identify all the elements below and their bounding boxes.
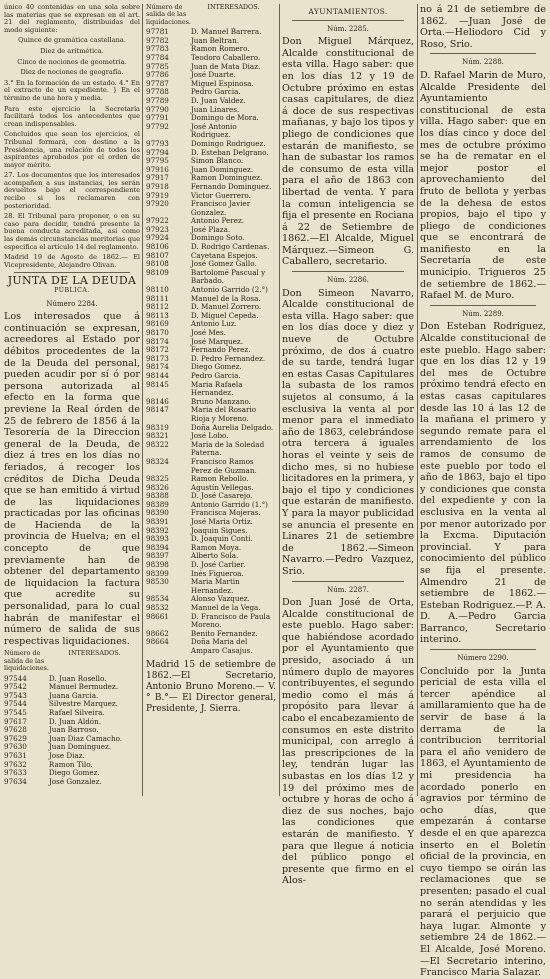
notice-continuation: no á 21 de setiembre de 1862. —Juan José de Orta.—Heliodoro Cid y Roso, Srio. (420, 4, 546, 50)
interested-name: Bartolomé Pascual y Barbado. (190, 267, 266, 286)
interested-name: Maria del Rosario Rioja y Moreno. (190, 405, 257, 423)
liquidation-number: 98173 (146, 353, 169, 363)
liquidation-number: 98319 (146, 422, 169, 432)
interested-name: D. Juan Valdez. (190, 95, 246, 105)
interested-name: Manuel de la Vega. (190, 603, 261, 612)
interested-name: Pedro Garcia. (190, 87, 241, 97)
liquidation-number: 97916 (146, 164, 169, 174)
paragraph: Concluidos que sean los ejercicios, el Tribunal formará, con destino a la Presidencia, una relación de todos los aspirantes aprobados por el orden de mayor mérito. (4, 130, 140, 169)
paragraph: 28. El Tribunal para proponer, o en su caso para decidir, tendrá presente la buena conducta acreditada, así como las demás circunstancias meritorias que especifica el artículo 14 del reglamento. (4, 212, 140, 251)
liquidation-number: 98174 (146, 362, 169, 372)
divider (14, 272, 130, 273)
liquidation-number: 97544 (4, 673, 27, 683)
interested-name: Maria Martin Hernandez. (190, 577, 240, 595)
liquidation-number: 98392 (146, 525, 169, 535)
table-row (146, 578, 276, 595)
liquidation-number: 97795 (146, 156, 169, 166)
liquidation-number: 97791 (146, 113, 169, 123)
header-number: Número de salida de las liquidaciones. (4, 649, 49, 673)
liquidation-number: 97794 (146, 147, 169, 157)
interested-name: José Marquez. (190, 336, 243, 346)
paragraph: único 40 contenidas en una sola sobre las materias que se expresan en el art. 21 del reglamento, distribuidas del modo siguiente: (4, 3, 140, 34)
section-subtitle: PÚBLICA. (54, 287, 90, 294)
paragraph: Para este ejercicio la Secretaría facilitará todos los antecedentes que crean indispensables. (4, 104, 140, 128)
interested-name: Inés Figueroa. (190, 568, 244, 578)
interested-name: Alonso Vazquez. (190, 594, 250, 604)
interested-name: D. Manuel Zorrero. (190, 302, 262, 312)
liquidation-number: 98393 (146, 534, 169, 544)
notice-body: Don Simeon Navarro, Alcalde constitucional de esta villa. Hago saber: que en los días doce y diez y nueve de Octubre próximo, de dos á cuatro de su tarde, tendrá lugar en estas Casas Capitulares la subasta de los ramos sujetos al consumo, á la esclusiva la venta al por menor para el inmediato año de 1863, celebrándose otra tercera á iguales horas el veinte y seis de dicho mes, si no hubiese licitadores en la primera, y bajo el tipo y condiciones que estarán de manifiesto. Y para la mayor publicidad se anuncia el presente en Linares 21 de setiembre de 1862.—Simeon Navarro.—Pedro Vazquez, Srio. (282, 287, 414, 577)
liquidation-number: 97787 (146, 78, 169, 88)
liquidation-number: 97631 (4, 750, 27, 760)
interested-name: D. Francisco de Paula Moreno. (190, 611, 271, 630)
liquidation-number: 97785 (146, 61, 169, 71)
liquidation-number: 97634 (4, 776, 27, 786)
liquidation-number: 98112 (146, 302, 169, 312)
header-interesados: INTERESADOS. (68, 649, 121, 658)
interested-name: Juana Garcia. (48, 690, 99, 700)
column-rule (142, 4, 143, 796)
liquidation-number: 97632 (4, 759, 27, 769)
paragraph: Diez de aritmética. (40, 46, 104, 55)
liquidation-number: 98169 (146, 319, 169, 329)
interested-name: Juan Beltran. (190, 35, 239, 45)
interested-name: D. Rodrigo Cardenas. (190, 242, 270, 252)
interested-name: Fernando Dominguez. (190, 181, 272, 191)
notice-number: Núm. 2287. (327, 585, 369, 594)
notice-body: Los interesados que á continuación se expresan, acreedores al Estado por débitos procedentes de la de la Deuda del personal, pueden acudir por sí ó por persona autorizada al efecto en la forma que previene la Real órden de 25 de febrero de 1856 á la Tesorería de la Direccion general de la Deuda, de diez á tres en los días no feriados, á recoger los créditos de Dicha Deuda que se han emitido á virtud de las liquidaciones practicadas por las oficinas de Hacienda de la provincia de Huelva; en el concepto de que previamente han de obtener del departamento de liquidacion la factura que acredite su personalidad, para lo cual habrán de manifestar el número de salida de sus respectivas liquidaciones. (4, 311, 140, 647)
notice-number: Núm. 2288. (462, 58, 504, 67)
liquidation-number: 97784 (146, 53, 169, 62)
interested-name: Cayetana Espejos. (190, 250, 258, 260)
paragraph: Cinco de nociones de geometría. (17, 57, 127, 66)
table-row (146, 638, 276, 655)
liquidation-number: 97922 (146, 216, 169, 226)
liquidation-number: 97789 (146, 95, 169, 105)
interested-name: Alberto Sola. (190, 551, 239, 561)
liquidation-number: 97617 (4, 716, 27, 726)
table-row (146, 200, 276, 217)
table-row (146, 441, 276, 458)
interested-name: Juan de Mata Diaz. (190, 61, 261, 71)
interested-name: Antonio Luz. (190, 319, 237, 329)
interested-name: Domingo Soto. (190, 233, 245, 243)
liquidation-number: 98390 (146, 508, 169, 518)
paragraph: Quince de gramática castellana. (18, 36, 126, 45)
interested-name: Manuel de la Rosa. (190, 293, 261, 303)
interested-name: José Duarte. (190, 70, 236, 80)
interested-name: Simon Blanco. (190, 156, 244, 166)
interested-name: D. Esteban Delgrano. (190, 147, 269, 157)
liquidation-number: 98326 (146, 482, 169, 492)
notice-number: Número 2290. (457, 654, 509, 663)
liquidation-number: 98530 (146, 577, 169, 587)
liquidation-number: 97543 (4, 690, 27, 700)
liquidation-number: 98388 (146, 491, 169, 501)
section-title: AYUNTAMIENTOS. (308, 7, 388, 16)
divider (292, 271, 404, 272)
liquidation-number: 98398 (146, 560, 169, 570)
column-4 (420, 4, 546, 979)
liquidation-number: 98145 (146, 379, 169, 389)
column-3 (282, 4, 414, 887)
liquidation-number: 97782 (146, 35, 169, 45)
interested-name: José Lobo. (190, 431, 229, 441)
interested-name: Antonio Garrido (1.°) (190, 499, 268, 509)
divider (292, 20, 404, 21)
notice-body: D. Rafael Marin de Muro, Alcalde Presidente del Ayuntamiento constitucional de esta villa. Hago saber: que en los días cinco y doce del mes de octubre próximo se ha de rematar en el mejor postor el aprovechamiento del fruto de bellota y yerbas de la dehesa de estos propios, bajo el tipo y pliego de condiciones que se encontrará de manifiesto en la Secretaría de este municipio. Trigueros 25 de setiembre de 1862.—Rafael M. de Muro. (420, 69, 546, 302)
interested-name: Maria Rafaela Hernandez. (190, 379, 243, 398)
interested-name: D. Manuel Barrera. (190, 27, 262, 37)
header-interesados: INTERESADOS. (207, 3, 260, 11)
column-rule (279, 4, 280, 796)
column-1 (4, 4, 140, 796)
liquidation-number: 97788 (146, 87, 169, 97)
liquidation-number: 97545 (4, 708, 27, 717)
interested-name: Pedro Garcia. (190, 370, 241, 380)
interested-name: Benito Fernandez. (190, 628, 258, 638)
interested-name: Francisco Javier Gonzalez. (190, 199, 251, 217)
paragraph: 27. Los documentos que los interesados acompañen a sus instancias, les serán devueltos bajo el correspondiente recibo si los reclamaren con posterioridad. (4, 171, 140, 210)
interested-name: D. José Casarejo. (190, 491, 253, 501)
notice-number: Número 2284. (46, 299, 98, 308)
section-title: JUNTA DE LA DEUDA (7, 274, 137, 288)
liquidation-number: 98107 (146, 250, 169, 260)
paragraph: Diez de nociones de geografía. (20, 68, 124, 77)
notice-body: Don Juan José de Orta, Alcalde constitucional de este pueblo. Hago saber: que habiéndose acordado por el Ayuntamiento que presido, asociado á un número duplo de mayores contribuyentes, el segundo medio como el más á propósito para llevar á cabo el encabezamiento de consumos en este distrito municipal, con arreglo á las prescripciones de la ley, tendrán lugar las subastas en los días 12 y 19 del próximo mes de octubre y horas de ocho á diez de sus noches, bajo las condiciones que estarán de manifiesto. Y para que llegue á noticia del público pongo el presente que firmo en el Alos- (282, 597, 414, 887)
interested-name: Victor Guerrero. (190, 190, 251, 200)
table-row (146, 458, 276, 475)
interested-name: D. Pedro Fernandez. (190, 353, 266, 363)
table-header (146, 4, 276, 28)
creditor-table (4, 650, 140, 786)
table-row (146, 269, 276, 286)
interested-name: Manuel Bermudez. (48, 682, 119, 692)
liquidation-number: 98109 (146, 267, 169, 277)
interested-name: Joaquin Sigues. (190, 525, 248, 535)
interested-name: D. Joaquin Conti. (190, 534, 253, 544)
interested-name: Ramon Dominguez. (190, 173, 263, 183)
interested-name: José Mes. (190, 328, 226, 337)
liquidation-number: 98174 (146, 336, 169, 346)
interested-name: Ramon Moya. (190, 542, 242, 552)
liquidation-number: 97630 (4, 742, 27, 752)
liquidation-number: 97544 (4, 699, 27, 709)
divider (292, 581, 404, 582)
interested-name: D. José Carlier. (190, 560, 246, 570)
interested-name: José Gomez Gallo. (190, 259, 257, 269)
interested-name: Doña Aurelia Delgado. (190, 422, 274, 432)
interested-name: Juan Dominguez. (190, 164, 254, 174)
interested-name: Agustín Vellegas. (190, 482, 254, 492)
interested-name: José Antonio Rodriguez. (190, 121, 237, 140)
liquidation-number: 98662 (146, 628, 169, 638)
table-row (146, 406, 276, 423)
liquidation-number: 97920 (146, 199, 169, 209)
interested-name: Francisco Ramos Perez de Guzman. (190, 456, 257, 475)
liquidation-number: 97790 (146, 104, 169, 114)
notice-number: Núm. 2289. (462, 309, 504, 318)
notice-number: Núm. 2285. (327, 24, 369, 33)
interested-name: Silvestre Marquez. (48, 699, 118, 709)
table-row (146, 381, 276, 398)
interested-name: D. Juan Rosello. (48, 673, 107, 683)
interested-name: Juan Dominguez. (48, 742, 112, 752)
liquidation-number: 97783 (146, 44, 169, 54)
table-row (146, 123, 276, 140)
liquidation-number: 98664 (146, 637, 169, 647)
liquidation-number: 97633 (4, 768, 27, 778)
liquidation-number: 98110 (146, 285, 169, 295)
liquidation-number: 97919 (146, 190, 169, 200)
signature: Madrid 19 de Agosto de 1862.— El Vicepresidente, Alejandro Olivan. (4, 253, 140, 269)
notice-body: Don Miguel Márquez, Alcalde constitucional de esta villa. Hago saber: que en los días 12 y 19 de Octubre próximo en estas casas capitulares, de diez á doce de sus respectivas mañanas, y bajo los tipos y pliego de condiciones que estarán de manifiesto, se han de subastar los ramos de consumo de esta villa para el año de 1863 con libertad de venta. Y para la comun inteligencia se fija el presente en Rociana á 22 de Setiembre de 1862.—El Alcalde, Miguel Márquez.—Simeon G. Caballero, secretario. (282, 36, 414, 268)
liquidation-number: 98391 (146, 517, 169, 527)
header-number: Número de salida de las liquidaciones. (146, 3, 191, 26)
interested-name: Ramon Romero. (190, 44, 250, 54)
liquidation-number: 97629 (4, 733, 27, 743)
liquidation-number: 98532 (146, 603, 169, 612)
notice-body: Don Esteban Rodriguez, Alcalde constitucional de este pueblo. Hago saber: que en los días 12 y 19 del mes de Octubre próximo tendrá efecto en estas casas capitulares desde las 10 á las 12 de la mañana el primero y segundo remate para el arrendamiento de los ramos de consumo de este pueblo por todo el año de 1863, bajo el tipo y condiciones que consta del expediente y con la esclusiva en la venta al por menor autorizado por la Excma. Diputación provincial. Y para conocimiento del público se fija el presente. Almendro 21 de setiembre de 1862.—Esteban Rodriguez.—P. A. D. A.—Pedro Garcia Barranco, Secretario interino. (420, 321, 546, 646)
liquidation-number: 98324 (146, 456, 169, 466)
interested-name: Miguel Espinosa. (190, 78, 254, 88)
interested-name: Fernando Perez. (190, 345, 251, 355)
creditor-table (146, 4, 276, 656)
liquidation-number: 97918 (146, 181, 169, 191)
interested-name: Antonio Garrido (2.°) (190, 285, 268, 295)
interested-name: Diego Gomez. (190, 362, 242, 372)
interested-name: Diego Gomez. (48, 768, 100, 778)
notice-number: Núm. 2286. (327, 276, 369, 285)
liquidation-number: 97781 (146, 27, 169, 37)
liquidation-number: 98325 (146, 474, 169, 484)
column-rule (417, 4, 418, 796)
liquidation-number: 98106 (146, 242, 169, 252)
liquidation-number: 98394 (146, 542, 169, 552)
interested-name: José Plaza. (190, 224, 231, 234)
interested-name: Domingo de Mora. (190, 113, 259, 123)
liquidation-number: 98172 (146, 345, 169, 355)
interested-name: Domingo Rodriguez. (190, 138, 266, 148)
liquidation-number: 97923 (146, 224, 169, 234)
liquidation-number: 98399 (146, 568, 169, 578)
liquidation-number: 98534 (146, 594, 169, 604)
liquidation-number: 97542 (4, 682, 27, 692)
interested-name: José Gonzalez. (48, 776, 102, 786)
divider (430, 305, 536, 306)
interested-name: José Maria Ortiz. (190, 517, 253, 527)
liquidation-number: 98321 (146, 431, 169, 441)
interested-name: Maria de la Soledad Paterna. (190, 439, 265, 458)
interested-name: Antonio Perez. (190, 216, 245, 226)
paragraph: 3.° En la formación de un estado. 4.° En el extracto de un expediente. } En el término de una hora y media. (4, 78, 140, 102)
liquidation-number: 98389 (146, 499, 169, 509)
interested-name: Juan Diaz Camacho. (48, 733, 123, 743)
column-2 (146, 4, 276, 796)
interested-name: Francisca Mojeras. (190, 508, 261, 518)
interested-name: D. Miguel Cepeda. (190, 310, 259, 320)
liquidation-number: 98397 (146, 551, 169, 561)
reglamento-text (4, 4, 140, 269)
interested-name: Teodoro Caballero. (190, 53, 261, 62)
interested-name: Doña Maria del Amparo Casajus. (190, 637, 253, 655)
interested-name: Ramon Tilo. (48, 759, 93, 769)
interested-name: Rafael Silveira. (48, 708, 105, 717)
interested-name: Bruno Manzano. (190, 396, 251, 406)
liquidation-number: 98661 (146, 611, 169, 621)
table-body (4, 675, 140, 787)
table-header (4, 650, 140, 674)
liquidation-number: 97628 (4, 725, 27, 735)
signature: Madrid 15 de setiembre de 1862.—El Secretario, Antonio Bruno Moreno.— V.° B.°— El Director general, Presidente, J. Sierra. (146, 659, 276, 714)
notice-body: Concluido por la Junta pericial de esta villa el tercer apéndice al amillaramiento que ha de servir de base á la derrama de la contribucion territorial para el año venidero de 1863, el Ayuntamiento de mi presidencia ha acordado ponerlo en agravios por término de ocho días, que empezarán á contarse desde el en que aparezca inserto en el Boletín oficial de la provincia, en cuyo tiempo se oirán las reclamaciones que se presenten; pasado el cual no serán atendidas y les parará el perjuicio que haya lugar. Almonte y setiembre 24 de 1862.—El Alcalde, José Moreno.—El Secretario interino, Francisco Maria Salazar. (420, 665, 546, 979)
table-body (146, 28, 276, 655)
liquidation-number: 98113 (146, 310, 169, 320)
interested-name: D. Juan Aldón. (48, 716, 102, 726)
divider (430, 649, 536, 650)
liquidation-number: 98144 (146, 370, 169, 380)
liquidation-number: 98147 (146, 405, 169, 415)
liquidation-number: 98111 (146, 293, 169, 303)
divider (430, 53, 536, 54)
table-row (4, 778, 140, 787)
liquidation-number: 97924 (146, 233, 169, 243)
liquidation-number: 98146 (146, 396, 169, 406)
liquidation-number: 97793 (146, 138, 169, 148)
interested-name: Jose Diaz. (48, 750, 85, 760)
liquidation-number: 97786 (146, 70, 169, 80)
liquidation-number: 98108 (146, 259, 169, 269)
liquidation-number: 97792 (146, 121, 169, 131)
liquidation-number: 98170 (146, 328, 169, 337)
table-row (146, 613, 276, 630)
interested-name: Juan Linares. (190, 104, 240, 114)
interested-name: Juan Barroso. (48, 725, 99, 735)
liquidation-number: 97917 (146, 173, 169, 183)
liquidation-number: 98322 (146, 439, 169, 449)
interested-name: Ramon Rebollo. (190, 474, 249, 484)
